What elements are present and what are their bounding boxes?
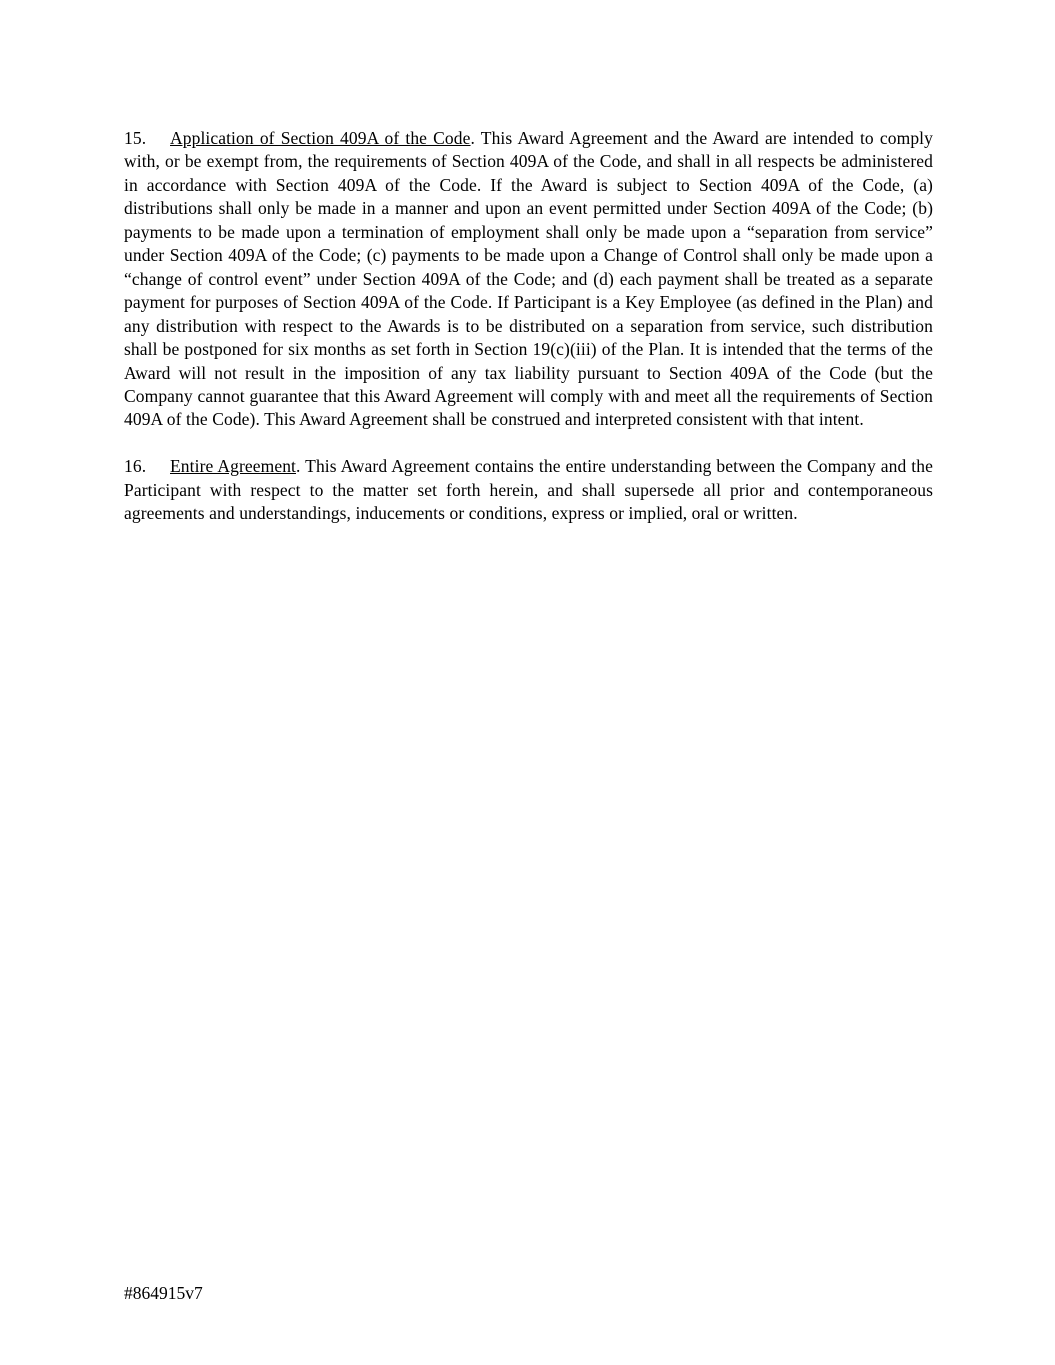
document-control-number: #864915v7 bbox=[124, 1283, 203, 1303]
section-heading: Entire Agreement bbox=[170, 456, 297, 477]
document-body bbox=[124, 127, 933, 549]
paragraph-section-16 bbox=[124, 455, 933, 525]
section-heading: Application of Section 409A of the Code bbox=[170, 128, 471, 148]
section-body-text: . This Award Agreement contains the entire understanding between the Company and the Participant with respect to the matter set forth herein, and shall supersede all prior and contemporaneous agreements and understandings, inducements or conditions, express or implied, oral or written. bbox=[124, 456, 933, 524]
paragraph-section-15 bbox=[124, 127, 933, 432]
section-number: 15. bbox=[124, 128, 147, 148]
section-body-text: . This Award Agreement and the Award are intended to comply with, or be exempt from, the requirements of Section 409A of the Code, and shall in all respects be administered in accordance with Section 409A of the Code. If the Award is subject to Section 409A of the Code, (a) distributions shall only be made in a manner and upon an event permitted under Section 409A of the Code; (b) payments to be made upon a termination of employment shall only be made upon a “separation from service” under Section 409A of the Code; (c) payments to be made upon a Change of Control shall only be made upon a “change of control event” under Section 409A of the Code; and (d) each payment shall be treated as a separate payment for purposes of Section 409A of the Code. If Participant is a Key Employee (as defined in the Plan) and any distribution with respect to the Awards is to be distributed on a separation from service, such distribution shall be postponed for six months as set forth in Section 19(c)(iii) of the Plan. It is intended that the terms of the Award will not result in the imposition of any tax liability pursuant to Section 409A of the Code (but the Company cannot guarantee that this Award Agreement will comply with and meet all the requirements of Section 409A of the Code). This Award Agreement shall be construed and interpreted consistent with that intent. bbox=[124, 128, 933, 430]
section-number: 16. bbox=[124, 456, 147, 477]
